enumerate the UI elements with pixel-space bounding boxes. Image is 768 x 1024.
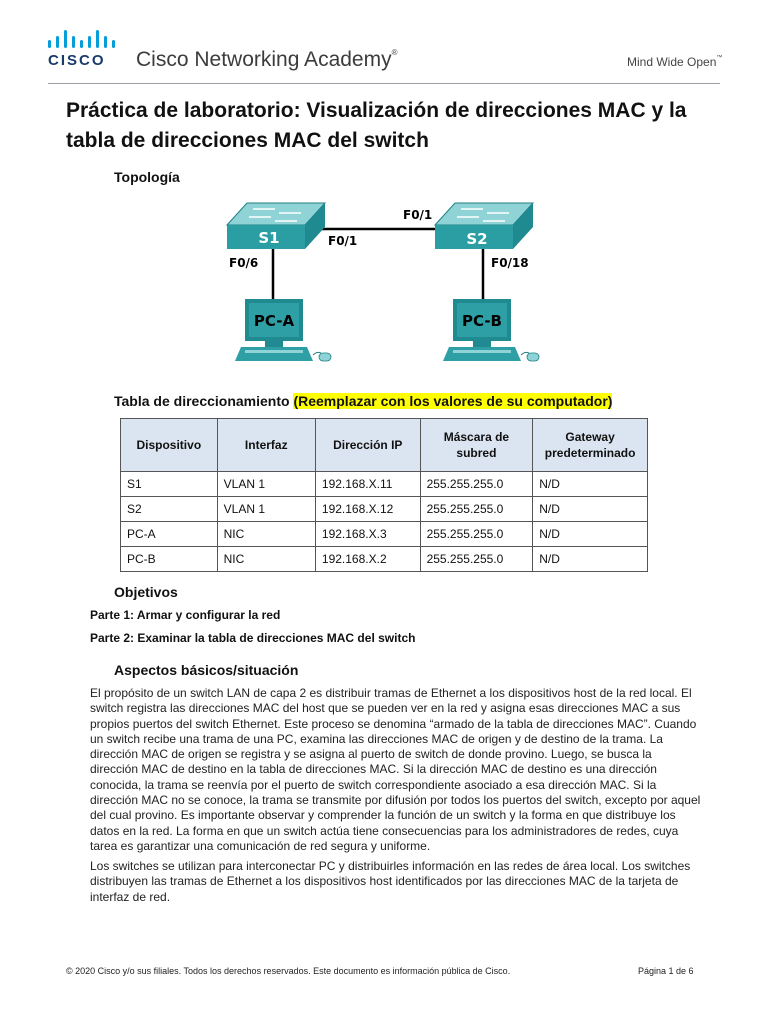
table-cell: 192.168.X.3 bbox=[315, 522, 420, 547]
column-header-mask: Máscara de subred bbox=[420, 419, 533, 472]
table-cell: N/D bbox=[533, 472, 648, 497]
table-cell: 192.168.X.2 bbox=[315, 547, 420, 572]
pc-a-icon bbox=[235, 299, 331, 361]
pc-b-label: PC-B bbox=[461, 312, 503, 330]
table-cell: N/D bbox=[533, 497, 648, 522]
port-label-s2-f018: F0/18 bbox=[491, 256, 529, 270]
table-cell: VLAN 1 bbox=[217, 472, 315, 497]
column-header-device: Dispositivo bbox=[121, 419, 218, 472]
background-paragraph-1: El propósito de un switch LAN de capa 2 es distribuir tramas de Ethernet a los dispositivos host de la red local. El switch registra las direcciones MAC del host que se pueden ver en la red y asigna esas direcciones MAC a sus propios puertos del switch Ethernet. Este proceso se denomina “armado de la tabla de direcciones MAC”. Cuando un switch recibe una trama de una PC, examina las direcciones MAC de origen y de destino de la trama. La dirección MAC de origen se registra y se asigna al puerto de switch de donde provino. Luego, se busca la dirección MAC de destino en la tabla de direcciones MAC. Si la dirección MAC de destino es una dirección conocida, la trama se reenvía por el puerto de switch correspondiente asociado a esa dirección MAC. Si la dirección MAC no se conoce, la trama se transmite por difusión por todos los puertos del switch, excepto por aquel del cual provino. Es importante observar y comprender la función de un switch y la forma en que distribuye los datos en la red. La forma en que un switch actúa tiene consecuencias para los administradores de redes, cuya tarea es garantizar una comunicación de red segura y uniforme. bbox=[90, 686, 701, 853]
tagline: Mind Wide Open™ bbox=[627, 55, 723, 69]
objectives-heading: Objetivos bbox=[114, 584, 178, 600]
table-cell: 192.168.X.12 bbox=[315, 497, 420, 522]
table-row bbox=[121, 497, 648, 522]
replace-values-highlight: (Reemplazar con los valores de su computador) bbox=[293, 393, 613, 409]
cisco-logo-bars-icon bbox=[46, 30, 118, 50]
port-label-s2-f01: F0/1 bbox=[403, 208, 433, 222]
port-label-s1-f06: F0/6 bbox=[229, 256, 259, 270]
header-divider bbox=[48, 83, 720, 84]
footer-copyright: © 2020 Cisco y/o sus filiales. Todos los derechos reservados. Este documento es información pública de Cisco. bbox=[66, 966, 511, 976]
addressing-table-heading: Tabla de direccionamiento (Reemplazar con los valores de su computador) bbox=[114, 393, 613, 409]
table-cell: N/D bbox=[533, 547, 648, 572]
table-cell: VLAN 1 bbox=[217, 497, 315, 522]
table-cell: PC-A bbox=[121, 522, 218, 547]
switch-s2-label: S2 bbox=[466, 230, 488, 248]
table-cell: 255.255.255.0 bbox=[420, 497, 533, 522]
column-header-interface: Interfaz bbox=[217, 419, 315, 472]
objective-part-1: Parte 1: Armar y configurar la red bbox=[90, 608, 281, 622]
table-cell: PC-B bbox=[121, 547, 218, 572]
port-label-s1-f01: F0/1 bbox=[328, 234, 358, 248]
pc-a-label: PC-A bbox=[253, 312, 295, 330]
table-row bbox=[121, 547, 648, 572]
table-cell: S1 bbox=[121, 472, 218, 497]
pc-b-icon bbox=[443, 299, 539, 361]
switch-s1-label: S1 bbox=[258, 229, 280, 247]
column-header-ip: Dirección IP bbox=[315, 419, 420, 472]
topology-diagram bbox=[215, 195, 555, 385]
table-cell: NIC bbox=[217, 547, 315, 572]
objective-part-2: Parte 2: Examinar la tabla de direcciones MAC del switch bbox=[90, 631, 416, 645]
table-cell: 255.255.255.0 bbox=[420, 472, 533, 497]
footer-page-number: Página 1 de 6 bbox=[638, 966, 694, 976]
table-cell: 255.255.255.0 bbox=[420, 522, 533, 547]
addressing-table bbox=[120, 418, 648, 572]
topology-heading: Topología bbox=[114, 169, 180, 185]
table-header-row bbox=[121, 419, 648, 472]
column-header-gateway: Gateway predeterminado bbox=[533, 419, 648, 472]
background-paragraph-2: Los switches se utilizan para interconectar PC y distribuirles información en las redes de área local. Los switches distribuyen las tramas de Ethernet a los dispositivos host identificados por las direcciones MAC de la tarjeta de interfaz de red. bbox=[90, 859, 691, 904]
cisco-logo-text: CISCO bbox=[48, 52, 106, 69]
table-row bbox=[121, 522, 648, 547]
table-cell: NIC bbox=[217, 522, 315, 547]
table-cell: 192.168.X.11 bbox=[315, 472, 420, 497]
academy-name: Cisco Networking Academy® bbox=[136, 48, 398, 71]
table-row bbox=[121, 472, 648, 497]
background-heading: Aspectos básicos/situación bbox=[114, 662, 299, 678]
table-cell: 255.255.255.0 bbox=[420, 547, 533, 572]
table-cell: N/D bbox=[533, 522, 648, 547]
table-cell: S2 bbox=[121, 497, 218, 522]
document-title: Práctica de laboratorio: Visualización de direcciones MAC y la tabla de direcciones MAC del switch bbox=[66, 99, 687, 152]
